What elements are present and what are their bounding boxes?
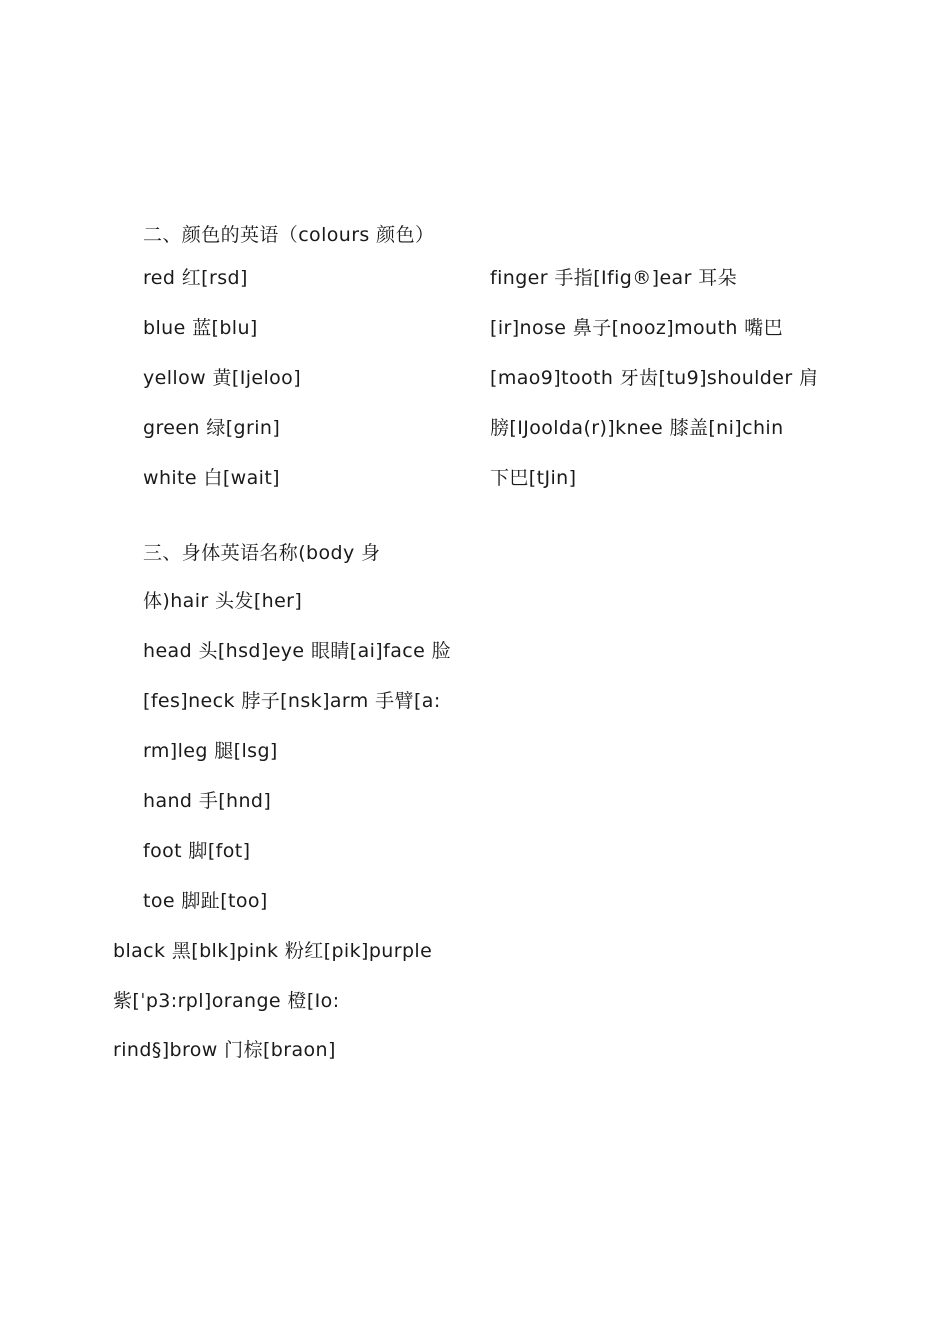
colours-heading: 二、颜色的英语（colours 颜色） xyxy=(143,224,435,246)
colour-item-green: green 绿[grin] xyxy=(143,417,281,439)
colour-line-purple-orange: 紫[ˈp3:rpl]orange 橙[Io: xyxy=(113,990,340,1012)
colour-line-orange-brown: rind§]brow 门棕[braon] xyxy=(113,1039,336,1061)
body-line-chin-end: 下巴[tJin] xyxy=(490,467,577,489)
body-line-toe: toe 脚趾[too] xyxy=(143,890,268,912)
body-line-finger-ear: finger 手指[Ifig®]ear 耳朵 xyxy=(490,267,738,289)
colour-item-white: white 白[wait] xyxy=(143,467,280,489)
body-line-nose-mouth: [ir]nose 鼻子[nooz]mouth 嘴巴 xyxy=(490,317,784,339)
body-heading: 三、身体英语名称(body 身 xyxy=(143,542,381,564)
body-line-hair: 体)hair 头发[her] xyxy=(143,590,303,612)
body-line-leg: rm]leg 腿[lsg] xyxy=(143,740,278,762)
body-line-tooth-shoulder: [mao9]tooth 牙齿[tu9]shoulder 肩 xyxy=(490,367,819,389)
body-line-hand: hand 手[hnd] xyxy=(143,790,272,812)
body-line-head-eye-face: head 头[hsd]eye 眼睛[ai]face 脸 xyxy=(143,640,452,662)
body-line-neck-arm: [fes]neck 脖子[nsk]arm 手臂[a: xyxy=(143,690,441,712)
colour-item-yellow: yellow 黄[Ijeloo] xyxy=(143,367,302,389)
body-line-knee-chin: 膀[IJoolda(r)]knee 膝盖[ni]chin xyxy=(490,417,784,439)
colour-item-red: red 红[rsd] xyxy=(143,267,248,289)
colour-item-blue: blue 蓝[blu] xyxy=(143,317,258,339)
colour-line-black-pink-purple: black 黑[blk]pink 粉红[pik]purple xyxy=(113,940,433,962)
body-line-foot: foot 脚[fot] xyxy=(143,840,251,862)
